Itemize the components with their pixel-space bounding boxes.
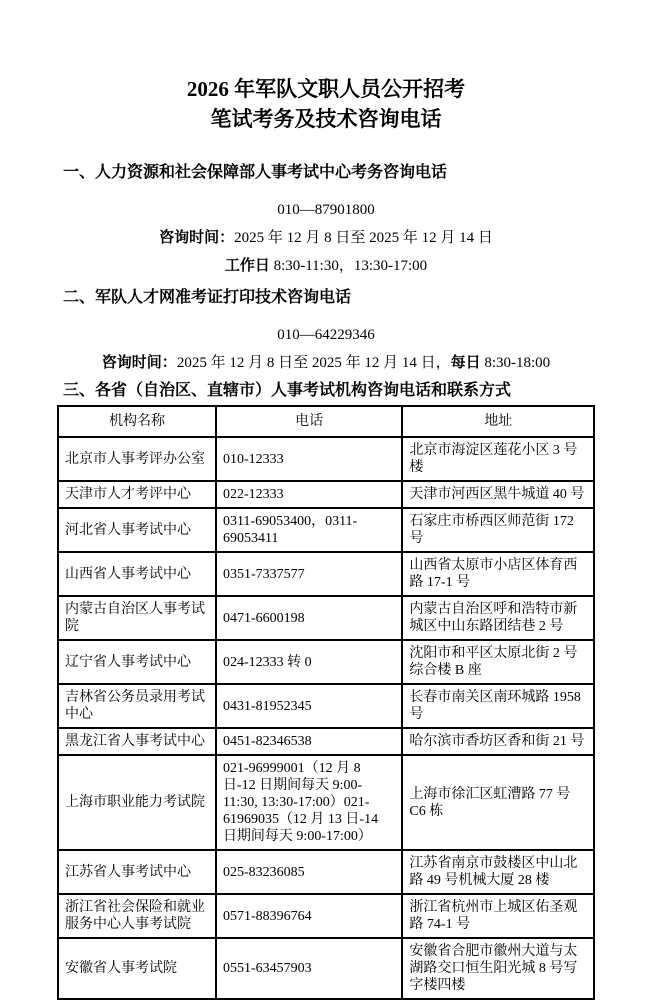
phone-cell: 022-12333	[216, 481, 402, 508]
org-cell: 浙江省社会保险和就业服务中心人事考试院	[58, 894, 216, 938]
table-row	[58, 728, 594, 755]
address-cell: 安徽省合肥市徽州大道与太湖路交口恒生阳光城 8 号写字楼四楼	[402, 938, 594, 999]
phone-cell: 0431-81952345	[216, 684, 402, 728]
table-row	[58, 596, 594, 640]
address-cell: 沈阳市和平区太原北街 2 号综合楼 B 座	[402, 640, 594, 684]
org-cell: 吉林省公务员录用考试中心	[58, 684, 216, 728]
table-row	[58, 684, 594, 728]
table-row	[58, 755, 594, 850]
phone-cell: 021-96999001（12 月 8 日-12 日期间每天 9:00-11:30, 13:30-17:00）021-61969035（12 月 13 日-14 日期间每天 9:00-17:00）	[216, 755, 402, 850]
org-cell: 安徽省人事考试院	[58, 938, 216, 999]
section1-consult-label: 咨询时间：	[159, 229, 235, 246]
org-cell: 黑龙江省人事考试中心	[58, 728, 216, 755]
table-row	[58, 552, 594, 596]
address-cell: 石家庄市桥西区师范街 172 号	[402, 508, 594, 552]
address-cell: 山西省太原市小店区体育西路 17-1 号	[402, 552, 594, 596]
address-cell: 长春市南关区南环城路 1958 号	[402, 684, 594, 728]
phone-cell: 010-12333	[216, 437, 402, 481]
section2-daily-label: 每日	[450, 354, 481, 371]
org-cell: 辽宁省人事考试中心	[58, 640, 216, 684]
section1-work-line	[57, 255, 595, 277]
table-row	[58, 850, 594, 894]
title-line-1: 2026 年军队文职人员公开招考	[186, 77, 466, 101]
header-address: 地址	[402, 406, 594, 437]
header-org: 机构名称	[58, 406, 216, 437]
org-cell: 江苏省人事考试中心	[58, 850, 216, 894]
section3-heading: 三、各省（自治区、直辖市）人事考试机构咨询电话和联系方式	[63, 382, 512, 399]
phone-cell: 025-83236085	[216, 850, 402, 894]
section1-consult-line	[57, 227, 595, 249]
address-cell: 浙江省杭州市上城区佑圣观路 74-1 号	[402, 894, 594, 938]
address-cell: 内蒙古自治区呼和浩特市新城区中山东路团结巷 2 号	[402, 596, 594, 640]
section2-consult-time: 2025 年 12 月 8 日至 2025 年 12 月 14 日，	[176, 355, 451, 371]
section1-work-time: 8:30-11:30，13:30-17:00	[269, 258, 428, 274]
table-row	[58, 938, 594, 999]
phone-cell: 0451-82346538	[216, 728, 402, 755]
table-row	[58, 481, 594, 508]
org-cell: 河北省人事考试中心	[58, 508, 216, 552]
phone-cell: 0471-6600198	[216, 596, 402, 640]
section1-heading: 一、人力资源和社会保障部人事考试中心考务咨询电话	[63, 164, 448, 181]
contact-table	[57, 405, 595, 1000]
document-title	[57, 74, 595, 134]
table-row	[58, 437, 594, 481]
contact-table-body	[58, 437, 594, 999]
section2-heading: 二、军队人才网准考证打印技术咨询电话	[63, 289, 352, 306]
address-cell: 北京市海淀区莲花小区 3 号楼	[402, 437, 594, 481]
address-cell: 哈尔滨市香坊区香和街 21 号	[402, 728, 594, 755]
address-cell: 江苏省南京市鼓楼区中山北路 49 号机械大厦 28 楼	[402, 850, 594, 894]
header-phone: 电话	[216, 406, 402, 437]
table-row	[58, 894, 594, 938]
section1-phone: 010—87901800	[277, 202, 375, 218]
phone-cell: 0551-63457903	[216, 938, 402, 999]
section2-daily-time: 8:30-18:00	[480, 355, 551, 371]
org-cell: 北京市人事考评办公室	[58, 437, 216, 481]
section2-consult-label: 咨询时间：	[101, 354, 177, 371]
phone-cell: 0351-7337577	[216, 552, 402, 596]
table-row	[58, 508, 594, 552]
section1-work-label: 工作日	[224, 257, 270, 274]
address-cell: 天津市河西区黑牛城道 40 号	[402, 481, 594, 508]
section2-phone: 010—64229346	[277, 327, 375, 343]
header-row	[58, 406, 594, 437]
address-cell: 上海市徐汇区虹漕路 77 号 C6 栋	[402, 755, 594, 850]
contact-table-header	[58, 406, 594, 437]
phone-cell: 0571-88396764	[216, 894, 402, 938]
org-cell: 上海市职业能力考试院	[58, 755, 216, 850]
table-row	[58, 640, 594, 684]
org-cell: 天津市人才考评中心	[58, 481, 216, 508]
section1-consult-time: 2025 年 12 月 8 日至 2025 年 12 月 14 日	[234, 230, 493, 246]
phone-cell: 024-12333 转 0	[216, 640, 402, 684]
org-cell: 内蒙古自治区人事考试院	[58, 596, 216, 640]
phone-cell: 0311-69053400，0311-69053411	[216, 508, 402, 552]
org-cell: 山西省人事考试中心	[58, 552, 216, 596]
title-line-2: 笔试考务及技术咨询电话	[210, 107, 442, 131]
section2-consult-line	[57, 352, 595, 374]
